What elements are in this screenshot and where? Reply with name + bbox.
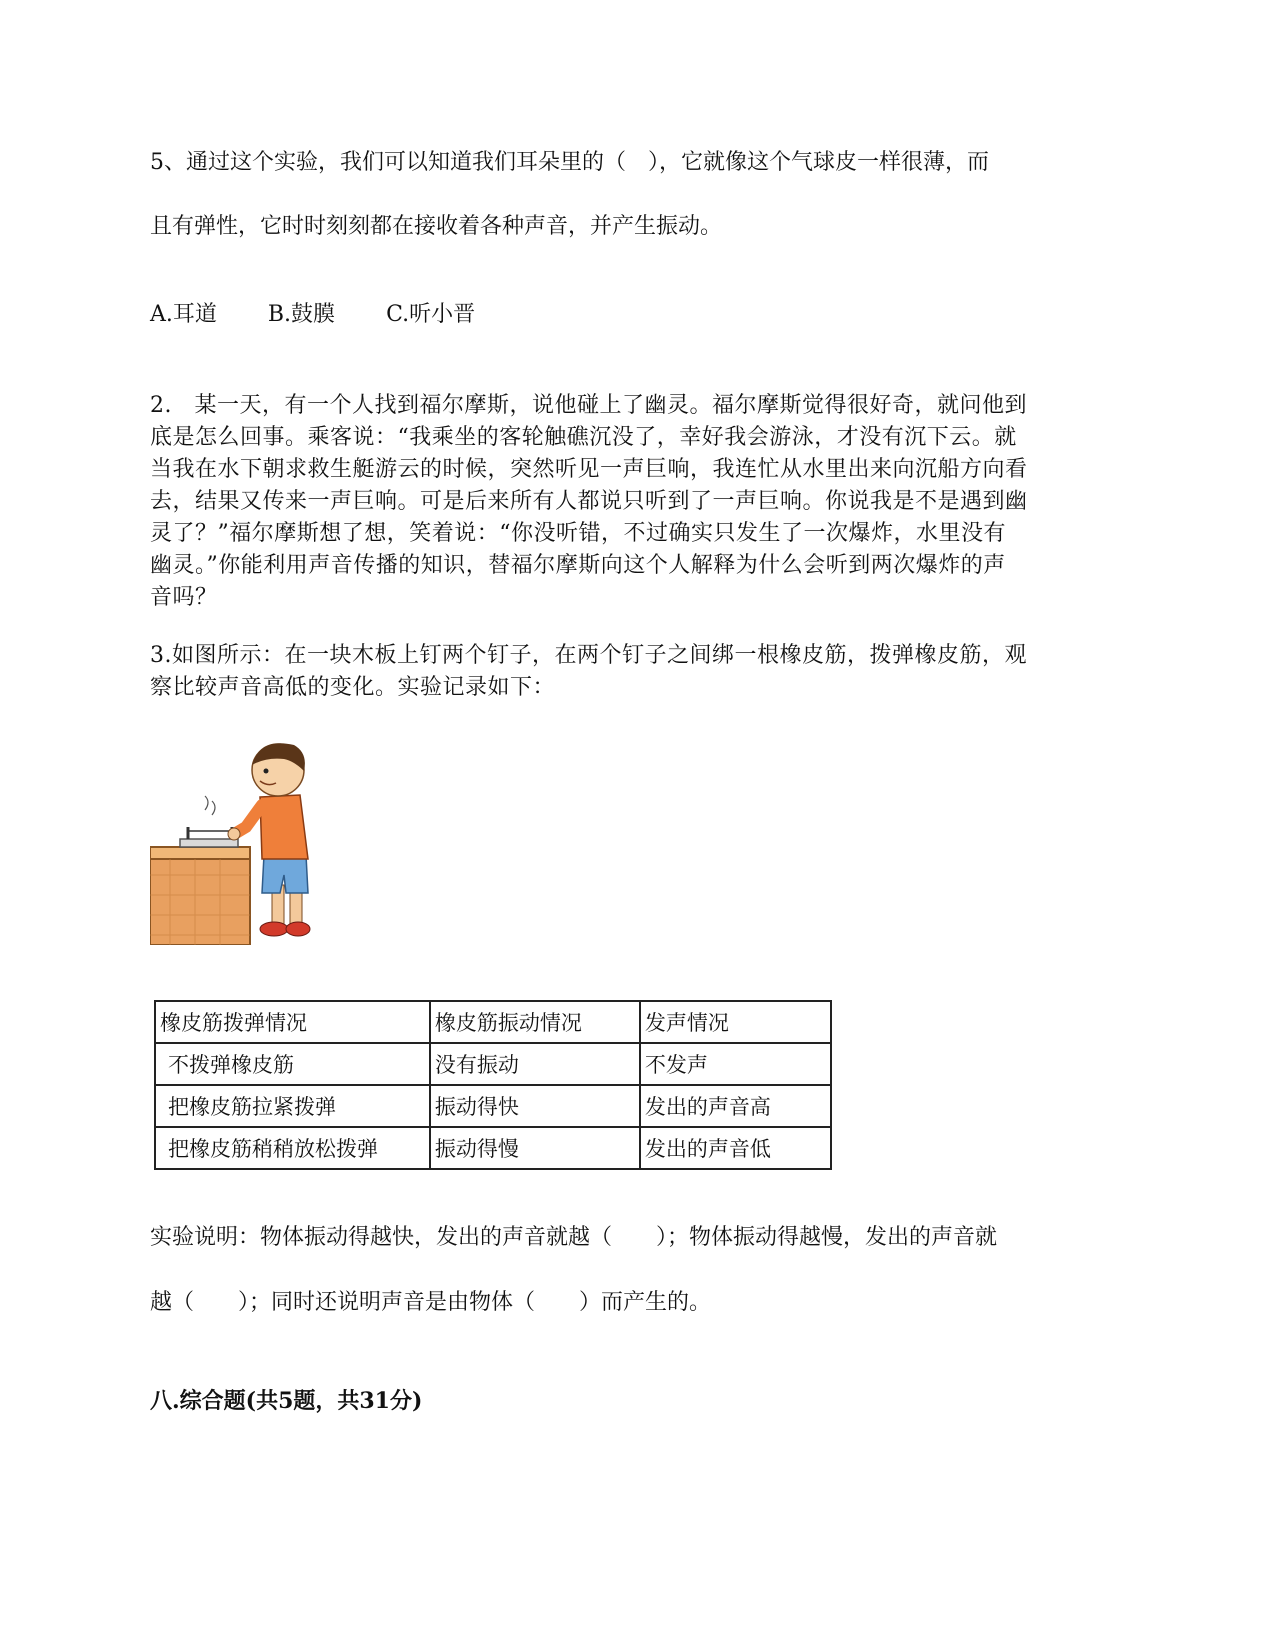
table-header-cell: 发声情况 — [640, 1001, 831, 1043]
table-cell: 振动得慢 — [430, 1127, 640, 1169]
table-header-cell: 橡皮筋拨弹情况 — [155, 1001, 430, 1043]
q3-line: 3.如图所示：在一块木板上钉两个钉子，在两个钉子之间绑一根橡皮筋，拨弹橡皮筋，观 — [150, 643, 1027, 668]
section-8-heading: 八.综合题(共5题，共31分) — [150, 1388, 423, 1414]
q2-line: 2. 某一天，有一个人找到福尔摩斯，说他碰上了幽灵。福尔摩斯觉得很好奇，就问他到 — [150, 393, 1027, 418]
q2-line: 音吗？ — [150, 585, 218, 610]
table-row — [155, 1043, 831, 1085]
q5-line-1: 5、通过这个实验，我们可以知道我们耳朵里的（ ），它就像这个气球皮一样很薄，而 — [150, 150, 989, 175]
q2-paragraph — [150, 390, 1130, 614]
q2-line: 底是怎么回事。乘客说：“我乘坐的客轮触礁沉没了，幸好我会游泳，才没有沉下云。就 — [150, 425, 1017, 450]
explain-line-1: 实验说明：物体振动得越快，发出的声音就越（ ）；物体振动得越慢，发出的声音就 — [150, 1225, 998, 1250]
q2-line: 去，结果又传来一声巨响。可是后来所有人都说只听到了一声巨响。你说我是不是遇到幽 — [150, 489, 1028, 514]
experiment-record-table — [154, 1000, 832, 1170]
q5-line-2: 且有弹性，它时时刻刻都在接收着各种声音，并产生振动。 — [150, 214, 723, 239]
q5-option-c: C.听小晋 — [386, 302, 476, 327]
q3-paragraph — [150, 640, 1130, 704]
q2-line: 灵了？”福尔摩斯想了想，笑着说：“你没听错，不过确实只发生了一次爆炸，水里没有 — [150, 521, 1006, 546]
q2-line: 幽灵。”你能利用声音传播的知识，替福尔摩斯向这个人解释为什么会听到两次爆炸的声 — [150, 553, 1006, 578]
q5-options — [150, 302, 519, 328]
explain-line-2: 越（ ）；同时还说明声音是由物体（ ）而产生的。 — [150, 1290, 712, 1315]
table-cell: 不发声 — [640, 1043, 831, 1085]
table-cell: 把橡皮筋拉紧拨弹 — [155, 1085, 430, 1127]
table-cell: 把橡皮筋稍稍放松拨弹 — [155, 1127, 430, 1169]
table-cell: 发出的声音高 — [640, 1085, 831, 1127]
table-cell: 没有振动 — [430, 1043, 640, 1085]
q2-line: 当我在水下朝求救生艇游云的时候，突然听见一声巨响，我连忙从水里出来向沉船方向看 — [150, 457, 1028, 482]
table-row — [155, 1127, 831, 1169]
table-row — [155, 1085, 831, 1127]
q5-option-b: B.鼓膜 — [267, 302, 336, 327]
table-cell: 发出的声音低 — [640, 1127, 831, 1169]
q3-line: 察比较声音高低的变化。实验记录如下： — [150, 675, 556, 700]
table-header-row — [155, 1001, 831, 1043]
boy-rubber-band-illustration — [150, 735, 312, 945]
q5-option-a: A.耳道 — [150, 302, 217, 327]
table-cell: 不拨弹橡皮筋 — [155, 1043, 430, 1085]
table-cell: 振动得快 — [430, 1085, 640, 1127]
table-header-cell: 橡皮筋振动情况 — [430, 1001, 640, 1043]
